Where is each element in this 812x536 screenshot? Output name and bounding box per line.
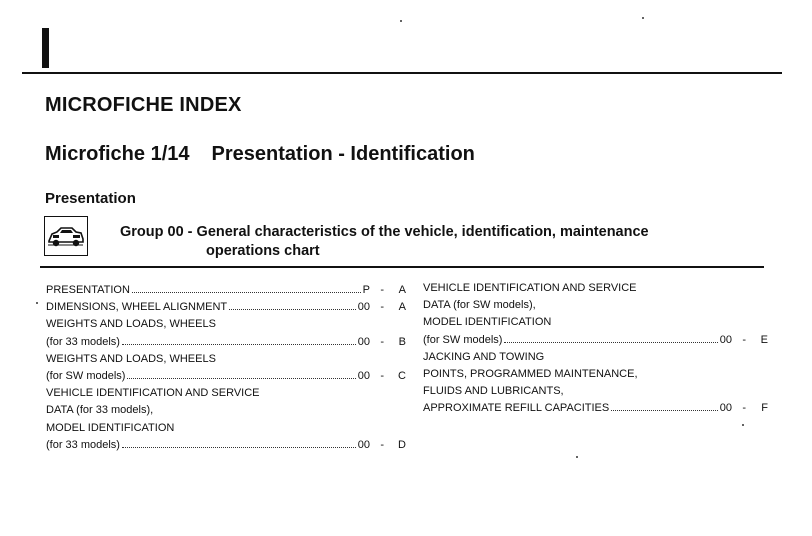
toc-entry [46,316,406,333]
toc-entry [423,314,768,331]
toc-entry-label: WEIGHTS AND LOADS, WHEELS [46,318,216,331]
toc-entry-separator: - [380,438,384,451]
toc-entry-section: F [761,402,768,415]
toc-entry-label: DATA (for 33 models), [46,404,154,417]
toc-leader-dots [122,344,356,345]
toc-entry-separator: - [742,402,746,415]
toc-entry-label: VEHICLE IDENTIFICATION AND SERVICE [46,387,260,400]
toc-entry-label: (for SW models) [46,369,126,382]
section-heading: Presentation [45,190,136,207]
toc-entry [423,349,768,366]
toc-entry-label: PRESENTATION [46,284,130,296]
toc-entry-section: A [398,301,406,314]
toc-entry [46,282,406,299]
scan-speck [642,17,644,19]
toc-entry-label: DATA (for SW models), [423,299,536,312]
toc-leader-dots [122,447,356,448]
scan-speck [400,20,402,22]
toc-entry-label: MODEL IDENTIFICATION [46,421,175,434]
toc-entry [46,351,406,368]
toc-entry-label: POINTS, PROGRAMMED MAINTENANCE, [423,367,638,380]
group-divider [40,266,764,268]
toc-entry [46,368,406,385]
toc-leader-dots [611,410,718,411]
toc-entry [46,437,406,454]
toc-entry [423,383,768,400]
toc-entry [46,299,406,316]
toc-entry [46,420,406,437]
page-title: MICROFICHE INDEX [45,94,242,116]
toc-entry-label: (for 33 models) [46,438,120,451]
top-divider [22,72,782,74]
toc-entry [423,280,768,297]
toc-entry-section: B [398,335,406,348]
toc-entry-label: (for SW models) [423,333,503,346]
toc-entry-separator: - [742,333,746,346]
car-icon [44,216,88,256]
toc-entry-label: VEHICLE IDENTIFICATION AND SERVICE [423,282,637,294]
toc-entry-section: E [760,333,768,346]
toc-entry-label: (for 33 models) [46,335,120,348]
toc-entry [423,332,768,349]
toc-entry-separator: - [380,284,384,296]
group-title [120,223,720,261]
toc-entry-label: DIMENSIONS, WHEEL ALIGNMENT [46,301,228,314]
toc-leader-dots [504,342,717,343]
toc-entry-section: D [398,438,406,451]
toc-entry-label: MODEL IDENTIFICATION [423,316,552,329]
toc-entry-section: A [398,284,406,296]
section-edge-marker [42,28,49,68]
toc-entry-label: WEIGHTS AND LOADS, WHEELS [46,352,216,365]
toc-leader-dots [229,309,356,310]
scan-speck [576,456,578,458]
toc-entry-label: FLUIDS AND LUBRICANTS, [423,385,564,398]
toc-entry-page: 00 [357,335,370,348]
group-title-line1: Group 00 - General characteristics of the vehicle, identification, maintenance [120,224,649,240]
toc-entry [423,400,768,417]
microfiche-heading [45,143,475,166]
scan-speck [742,424,744,426]
toc-entry-label: JACKING AND TOWING [423,350,545,363]
toc-entry-page: P [362,284,370,296]
group-title-line2: operations chart [206,243,320,259]
toc-entry-page: 00 [357,438,370,451]
toc-entry-page: 00 [719,402,732,415]
toc-entry-page: 00 [357,369,370,382]
toc-entry [46,385,406,402]
toc-entry-separator: - [380,369,384,382]
toc-entry [46,334,406,351]
toc-entry [423,297,768,314]
toc-left-column [46,282,406,454]
toc-leader-dots [132,292,361,293]
toc-entry-page: 00 [357,301,370,314]
toc-entry-separator: - [380,335,384,348]
toc-entry [46,402,406,419]
toc-entry [423,366,768,383]
toc-entry-section: C [398,369,406,382]
toc-entry-page: 00 [719,333,732,346]
toc-leader-dots [127,378,355,379]
microfiche-number: Microfiche 1/14 [45,143,190,165]
scan-speck [36,302,38,304]
toc-entry-label: APPROXIMATE REFILL CAPACITIES [423,402,610,415]
toc-right-column [423,280,768,418]
toc-entry-separator: - [380,301,384,314]
microfiche-subject: Presentation - Identification [211,143,475,165]
